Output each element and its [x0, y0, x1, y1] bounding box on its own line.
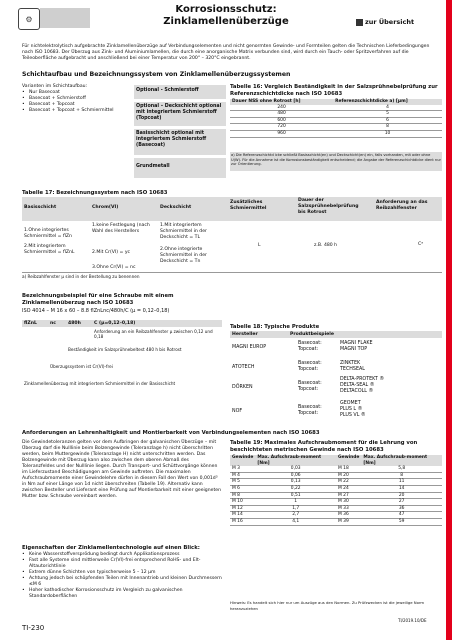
- table19-cell: M 33: [336, 505, 361, 512]
- props-list: [22, 552, 222, 600]
- table19-cell: M 16: [230, 518, 255, 525]
- table17-divider: [22, 272, 442, 273]
- example-code: 480h: [68, 321, 81, 326]
- table19-header: Max. Aufschraub-moment [Nm]: [361, 455, 442, 466]
- table19-cell: M 36: [336, 512, 361, 519]
- variant-item: • Basecoat + Topcoat: [22, 102, 132, 108]
- table17-dauer: z.B. 480 h: [314, 243, 338, 248]
- table19-cell: M 5: [230, 479, 255, 486]
- table16-note: a) Die Referenzschichtd icke schließt Basisschicht(en) und Deckschicht(en) ein, falls vorhanden, mit oder ohne U(W). Für die Annahme ist die Korrosionsbeständigkeit entscheidend; die Angabe der Referenzschichtdicke dient nur zur Orientierung.: [230, 152, 442, 171]
- table19-header: Gewinde: [230, 455, 255, 466]
- table19-cell: M 14: [230, 512, 255, 519]
- edge-color-bar: [446, 0, 452, 640]
- table19-cell: M 4: [230, 472, 255, 479]
- section1-title: Schichtaufbau und Bezeichnungssystem von Zinklamellenüberzugssystemen: [22, 71, 291, 78]
- logo-glyph: ⚙: [25, 14, 33, 24]
- table16-cell: 240: [230, 105, 333, 111]
- table17-note: a) Reibzahlfenster µ sind in der Bestellung zu benennen: [22, 274, 140, 279]
- table16-cell: 5: [333, 111, 442, 118]
- table19-title: Tabelle 19: Maximales Aufschraubmoment für die Lehrung von beschichteten metrischen Gewinde nach ISO 10683: [230, 440, 418, 453]
- table19-cell: 36: [361, 505, 442, 512]
- table17-chrom-3: 3.Ohne Cr(VI) = nc: [92, 265, 136, 270]
- table17-schmier: L: [258, 243, 261, 248]
- table17-header: Zusätzliches Schmiermittel: [230, 200, 267, 211]
- section2-paragraph: Die Gewindetoleranzen gelten vor dem Aufbringen der galvanischen Überzüge – mit Überzug darf die Nulllinie beim Bolzengewinde (Toleranzlage h) nicht überschritten werden, beim Muttergewinde (Toleranzlage H) nicht unterschritten werden. Das Bolzengewinde mit Überzug kann also zwischen dem oberen Abmaß des Toleranzfeldes und der Nulllinie liegen. Durch Transport- und Schüttvorgänge können im Lieferzustand Beschädigungen am Gewinde auftreten. Die maximalen Aufschraubmomente einer Gewindelehre dürfen in diesem Fall den Wert von 0,001d³ in Nm auf einer Länge von 1d nicht überschreiten (Tabelle 19). Alternativ kann zwischen Besteller und Lieferant eine Prüfung auf Montierbarkeit mit einer geeigneten Mutter bzw. Schraube vereinbart werden.: [22, 440, 221, 499]
- table19-cell: M 6: [230, 485, 255, 492]
- table18-title: Tabelle 18: Typische Produkte: [230, 324, 320, 330]
- table16-cell: 960: [230, 130, 333, 137]
- layer-lubricant: Optional - Schmierstoff: [134, 85, 226, 99]
- variants-block: [22, 84, 132, 114]
- table18-products: GEOMET PLUS L ® PLUS VL ®: [340, 401, 366, 418]
- table19-cell: 0,13: [255, 479, 336, 486]
- table19-header: Gewinde: [336, 455, 361, 466]
- table19-cell: 20: [361, 492, 442, 499]
- table18-coats: Basecoat: Topcoat:: [298, 381, 322, 392]
- table19-cell: 47: [361, 512, 442, 519]
- table19-cell: M 39: [336, 518, 361, 525]
- variants-list: [22, 90, 132, 114]
- table19-cell: 59: [361, 518, 442, 525]
- hint-text: Hinweis: Es handelt sich hier nur um Auszüge aus den Normen. Zu Prüfzwecken ist die jeweilige Norm heranzuziehen: [230, 600, 425, 611]
- table19-cell: 14: [361, 485, 442, 492]
- table19-header: Max. Aufschraub-moment [Nm]: [255, 455, 336, 466]
- variant-item: • Basecoat + Schmierstoff: [22, 96, 132, 102]
- table19-cell: 8: [361, 472, 442, 479]
- table19-cell: 5,8: [361, 466, 442, 472]
- table19-cell: 0,51: [255, 492, 336, 499]
- variant-item: • Nur Basecoat: [22, 90, 132, 96]
- table17-header: Anforderung an das Reibzahlfenster: [376, 200, 428, 211]
- table17-deck-1: 1.Mit integriertem Schmiermittel in der Deckschicht = TL: [160, 223, 207, 240]
- table17-header: Deckschicht: [160, 205, 192, 210]
- table19-cell: M 27: [336, 492, 361, 499]
- table19-cell: M 12: [230, 505, 255, 512]
- table19-cell: M 18: [336, 466, 361, 472]
- table19-cell: M 10: [230, 499, 255, 506]
- example-code: flZnL: [24, 321, 37, 326]
- table16: [230, 99, 442, 138]
- props-item: • Keine Wasserstoffversprödung bedingt durch Applikationsprozess: [22, 552, 222, 558]
- table17-reib: Cᵃ: [418, 242, 424, 247]
- table18-maker: ATOTECH: [232, 365, 255, 370]
- version-label: TI/2019.10/DE: [398, 618, 427, 623]
- variants-title: Varianten im Schichtaufbau:: [22, 84, 88, 89]
- table18-products: MAGNI FLAKE MAGNI TOP: [340, 341, 373, 352]
- props-item: • Achtung jedoch bei schöpfenden Teilen mit Innenantrieb und kleinen Durchmessern ≤M 6: [22, 576, 222, 588]
- layer-base-metal: Grundmetall: [134, 158, 226, 178]
- table18-maker: NOF: [232, 409, 243, 414]
- table17-chrom-1: 1.keine Festlegung (nach Wahl des Herstellers: [92, 223, 150, 234]
- table19-cell: M 30: [336, 499, 361, 506]
- table19-cell: 11: [361, 479, 442, 486]
- table16-cell: 4: [333, 105, 442, 111]
- table17-header: Dauer der Salzsprühnebelprüfung bis Rotrost: [298, 198, 359, 215]
- table18-coats: Basecoat: Topcoat:: [298, 361, 322, 372]
- example-desc-1: Anforderung an ein Reibzahlfenster µ zwischen 0,12 und 0,18: [94, 329, 213, 340]
- table18-header: Hersteller: [232, 332, 258, 337]
- layer-basecoat: Basisschicht optional mit integriertem Schmierstoff (Basecoat): [134, 129, 226, 155]
- table16-cell: 720: [230, 124, 333, 131]
- table16-title: Tabelle 16: Vergleich Beständigkeit in der Salzsprühnebelprüfung zur Referenzschichtdicke nach ISO 10683: [230, 84, 438, 97]
- table18-header: Produktbeispiele: [290, 332, 334, 337]
- table18-products: DELTA-PROTEKT ® DELTA-SEAL ® DELTACOLL ®: [340, 377, 385, 394]
- example-code: C (µ=0,12–0,18): [94, 321, 136, 326]
- table18-coats: Basecoat: Topcoat:: [298, 341, 322, 352]
- props-item: • Fast alle Systeme sind mittlerweile Cr(VI)-frei entsprechend RoHS- und Elt-Altautorichtlinie: [22, 558, 222, 570]
- table17-title: Tabelle 17: Bezeichnungssystem nach ISO 10683: [22, 190, 168, 196]
- table18-header-row: [230, 331, 442, 338]
- table19-cell: M 22: [336, 479, 361, 486]
- table18-maker: DÖRKEN: [232, 385, 253, 390]
- props-item: • Extrem dünne Schichten von typischerweise 5 – 12 µm: [22, 570, 222, 576]
- table16-cell: 600: [230, 117, 333, 124]
- example-desc-4: Zinklamellenüberzug mit integriertem Schmiermittel in der Basisschicht: [24, 381, 176, 386]
- table19-cell: 27: [361, 499, 442, 506]
- table19-cell: 4,1: [255, 518, 336, 525]
- table19: [230, 455, 442, 526]
- table19-cell: M 8: [230, 492, 255, 499]
- table18-coats: Basecoat: Topcoat:: [298, 405, 322, 416]
- props-item: • Hoher kathodischer Korrosionsschutz im Vergleich zu galvanischen Standardoberflächen: [22, 588, 222, 600]
- table18-products: ZINKTEK TECHSEAL: [340, 361, 365, 372]
- page-title-line2: Zinklamellenüberzüge: [163, 16, 289, 27]
- page-number: TI-230: [22, 624, 45, 632]
- table19-cell: 1,7: [255, 505, 336, 512]
- table17-deck-2: 2.Ohne integrierte Schmiermittel in der Deckschicht = Tn: [160, 247, 207, 264]
- table16-header: Dauer NSS ohne Rotrost [h]: [230, 99, 333, 105]
- table17-chrom-2: 2.Mit Cr(VI) = yc: [92, 250, 131, 255]
- overview-link[interactable]: [356, 18, 414, 26]
- example-title: Bezeichnungsbeispiel für eine Schraube mit einem Zinklamellenüberzug nach ISO 10683: [22, 293, 174, 306]
- overview-icon: [356, 19, 363, 26]
- table16-cell: 10: [333, 130, 442, 137]
- props-title: Eigenschaften der Zinklamellentechnologie auf einen Blick:: [22, 545, 200, 551]
- table19-cell: 1: [255, 499, 336, 506]
- intro-paragraph: Für nichtelektrolytisch aufgebrachte Zinklamellenüberzüge auf Verbindungselementen und nicht genormten Gewinde- und Formteilen gelten die Technischen Lieferbedingungen nach ISO 10683. Der Überzug aus Zink- und Aluminiumlamellen, die durch eine anorganische Matrix verbunden sind, wird durch ein Tauch- oder Spritzverfahren auf die Teileoberfläche aufgebracht und anschließend bei einer Temperatur von 200° – 320°C eingebrannt.: [22, 44, 430, 61]
- table16-cell: 480: [230, 111, 333, 118]
- example-desc-3: Überzugssystem ist Cr(VI)-frei: [50, 364, 113, 369]
- layer-topcoat: Optional – Deckschicht optional mit integriertem Schmierstoff (Topcoat): [134, 102, 226, 126]
- table19-cell: M 3: [230, 466, 255, 472]
- table16-header: Referenzschichtdicke a) [µm]: [333, 99, 442, 105]
- section2-title: Anforderungen an Lehrenhaltigkeit und Montierbarkeit von Verbindungselementen nach ISO 10683: [22, 430, 320, 436]
- table19-cell: 2,7: [255, 512, 336, 519]
- table17-basis-1: 1.Ohne integriertes Schmiermittel = flZn: [24, 228, 72, 239]
- variant-item: • Basecoat + Topcoat + Schmiermittel: [22, 108, 132, 114]
- table18-maker: MAGNI EUROP: [232, 345, 267, 350]
- example-line: ISO 4014 – M 16 x 60 – 8.8 flZnLnc/480h/C (µ = 0,12–0,18): [22, 308, 170, 314]
- page-title-line1: Korrosionsschutz:: [175, 4, 277, 15]
- example-desc-2: Beständigkeit im Salzsprühnebeltest 480 h bis Rotrost: [68, 347, 182, 352]
- table19-cell: 0,06: [255, 472, 336, 479]
- table16-cell: 8: [333, 124, 442, 131]
- overview-label: zur Übersicht: [365, 18, 415, 26]
- table19-cell: 0,22: [255, 485, 336, 492]
- table17-header: Basisschicht: [24, 205, 57, 210]
- table17-basis-2: 2.Mit integriertem Schmiermittel = flZnL: [24, 244, 75, 255]
- table19-cell: M 20: [336, 472, 361, 479]
- table19-cell: M 24: [336, 485, 361, 492]
- table16-cell: 6: [333, 117, 442, 124]
- example-code: nc: [50, 321, 56, 326]
- table19-cell: 0,03: [255, 466, 336, 472]
- table17-header: Chrom(VI): [92, 205, 119, 210]
